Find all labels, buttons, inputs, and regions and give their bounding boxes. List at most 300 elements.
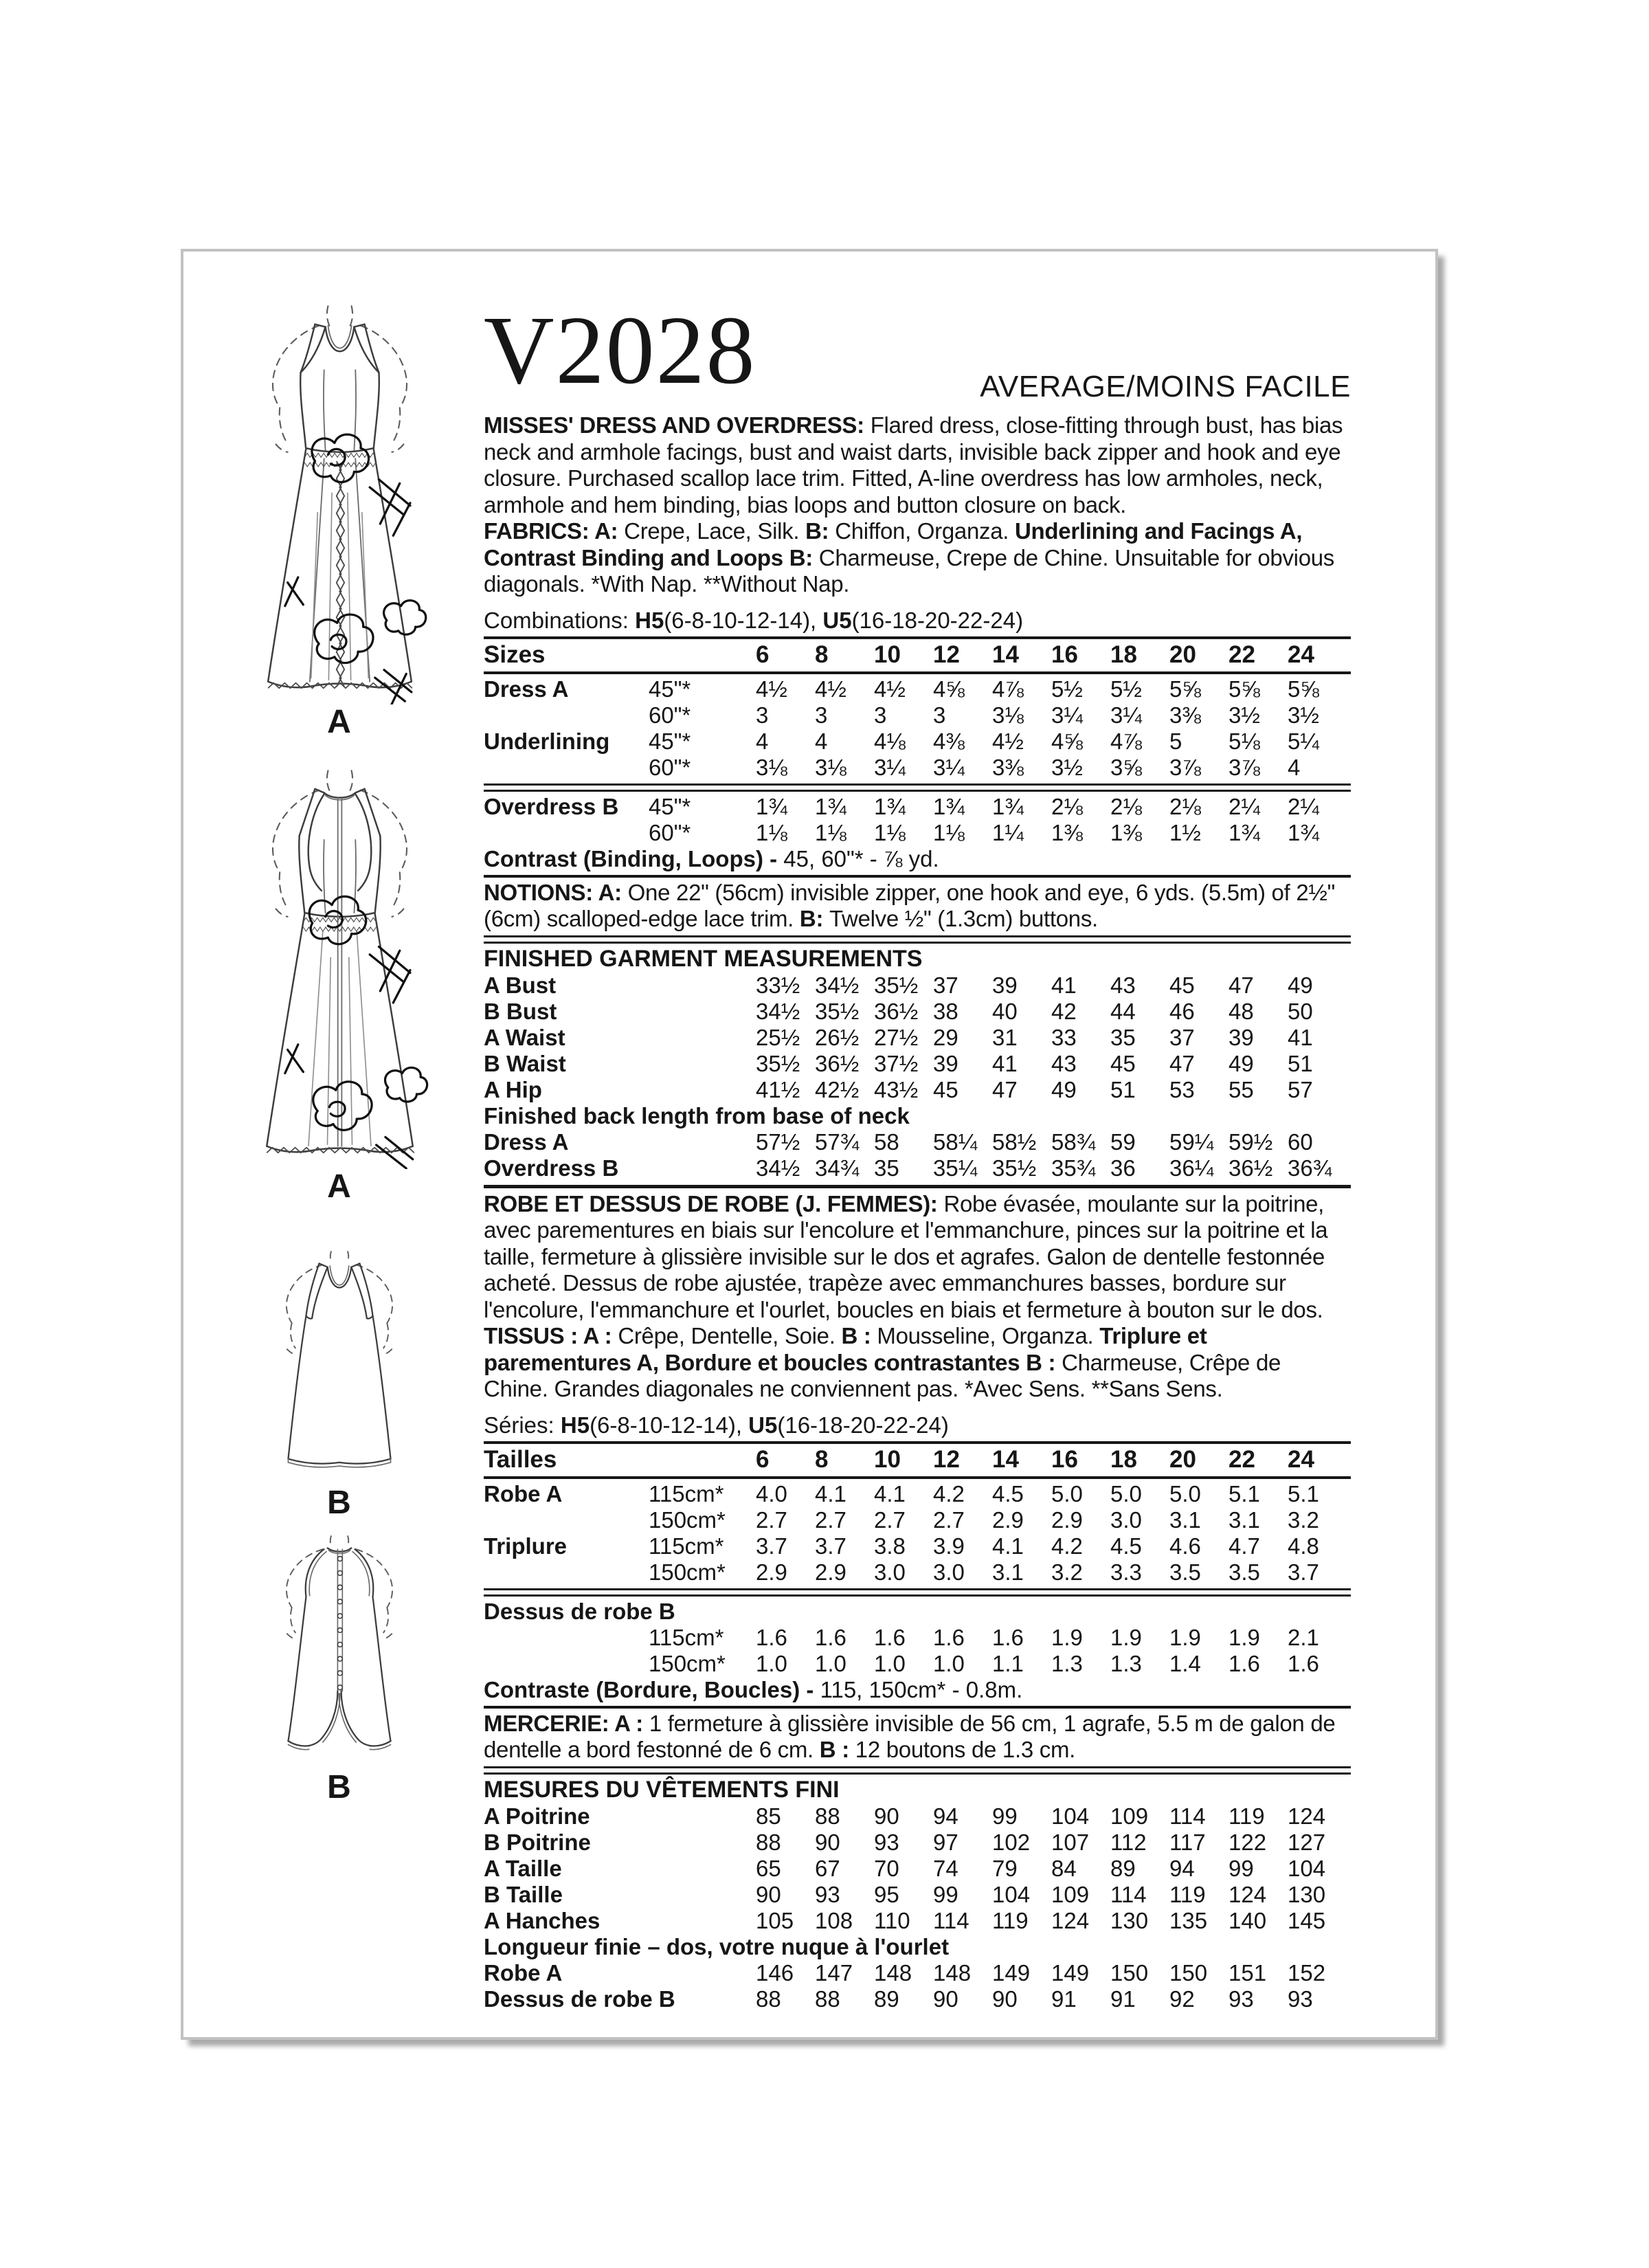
table-row <box>484 1803 1351 1830</box>
table-cell: 88 <box>756 1986 781 2012</box>
table-cell: 3 <box>933 702 946 728</box>
table-cell: 124 <box>1051 1907 1090 1933</box>
table-cell: 4⅝ <box>1051 728 1083 754</box>
table-cell: A Bust <box>484 972 557 998</box>
table-cell: 135 <box>1169 1907 1208 1933</box>
table-cell: 14 <box>992 1445 1019 1473</box>
table-cell: 51 <box>1288 1050 1313 1076</box>
table-cell: 18 <box>1110 1445 1137 1473</box>
table-cell: 60"* <box>649 819 691 845</box>
table-cell: 2¼ <box>1288 793 1319 819</box>
table-cell: 3⅝ <box>1110 754 1142 780</box>
table-cell: 97 <box>933 1829 958 1855</box>
table-cell: 1.6 <box>992 1624 1024 1650</box>
table-cell: 1¾ <box>874 793 906 819</box>
table-cell: 55 <box>1229 1076 1254 1102</box>
table-cell: 1⅛ <box>933 819 965 845</box>
table-cell: 37 <box>1169 1024 1195 1050</box>
table-row <box>484 702 1351 729</box>
table-cell: Robe A <box>484 1480 563 1507</box>
table-cell: 4 <box>1288 754 1301 780</box>
table-cell: 65 <box>756 1855 781 1881</box>
table-row <box>484 1830 1351 1856</box>
text-column <box>484 252 1351 2012</box>
table-header-row <box>484 641 1351 669</box>
lace-trim <box>267 918 414 1153</box>
table-cell: 1.0 <box>874 1650 906 1676</box>
table-cell: 1.0 <box>933 1650 965 1676</box>
table-cell: 93 <box>874 1829 899 1855</box>
table-cell: 3.0 <box>933 1559 965 1585</box>
table-rule <box>484 1588 1351 1597</box>
table-cell: 90 <box>756 1881 781 1907</box>
table-cell: 37½ <box>874 1050 919 1076</box>
table-cell: Robe A <box>484 1959 563 1986</box>
table-cell: 1¾ <box>992 793 1024 819</box>
table-cell: 29 <box>933 1024 958 1050</box>
table-cell: 5.0 <box>1110 1480 1142 1507</box>
table-cell: 41 <box>992 1050 1018 1076</box>
table-cell: 3.7 <box>1288 1559 1319 1585</box>
table-cell: A Poitrine <box>484 1803 590 1829</box>
figure-dress-a-back <box>219 761 460 1203</box>
table-cell: 4 <box>756 728 769 754</box>
table-cell: 1.9 <box>1051 1624 1083 1650</box>
table-cell: 45"* <box>649 793 691 819</box>
table-cell: 57 <box>1288 1076 1313 1102</box>
table-cell: 31 <box>992 1024 1018 1050</box>
table-cell: 88 <box>756 1829 781 1855</box>
table-cell: 112 <box>1110 1829 1147 1855</box>
table-cell: 93 <box>1288 1986 1313 2012</box>
table-cell: 1¾ <box>756 793 787 819</box>
table-cell: 45 <box>933 1076 958 1102</box>
pattern-number: V2028 <box>484 296 756 404</box>
table-cell: 1.6 <box>815 1624 846 1650</box>
table-cell: 49 <box>1051 1076 1077 1102</box>
finished-measurements-table <box>484 972 1351 1188</box>
table-cell: 3¼ <box>874 754 906 780</box>
table-cell: 8 <box>815 641 829 668</box>
table-cell: 8 <box>815 1445 829 1473</box>
body-hint-dashed <box>272 306 406 452</box>
table-cell: Dessus de robe B <box>484 1986 675 2012</box>
figure-label: A <box>327 704 352 740</box>
table-cell: 114 <box>1169 1803 1206 1829</box>
table-cell: 45"* <box>649 728 691 754</box>
table-cell: 35 <box>1110 1024 1136 1050</box>
table-cell: 3⅞ <box>1169 754 1201 780</box>
fabric-print-motifs <box>284 434 425 704</box>
description-english: MISSES' DRESS AND OVERDRESS: Flared dress, close-fitting through bust, has bias neck and armhole facings, bust and waist darts, invisible back zipper and hook and eye closure. Purchased scallop lace trim. Fitted, A-line overdress has low armholes, neck, armhole and hem binding, bias loops and button closure on back. <box>484 412 1343 518</box>
table-cell: 3.8 <box>874 1533 906 1559</box>
finished-measurements-heading: FINISHED GARMENT MEASUREMENTS <box>484 945 923 972</box>
table-cell: 1⅛ <box>815 819 846 845</box>
body-hint-dashed <box>272 770 406 917</box>
table-row <box>484 1481 1351 1507</box>
table-row <box>484 999 1351 1025</box>
table-cell: 3.7 <box>815 1533 846 1559</box>
table-cell: 5½ <box>1110 676 1142 702</box>
table-cell: 4½ <box>992 728 1024 754</box>
table-cell: 107 <box>1051 1829 1090 1855</box>
table-cell: 147 <box>815 1959 853 1986</box>
table-cell: 4.5 <box>1110 1533 1142 1559</box>
table-cell: 1.9 <box>1169 1624 1201 1650</box>
table-cell: 2.9 <box>756 1559 787 1585</box>
table-cell: 119 <box>1169 1881 1206 1907</box>
table-cell: 4⅛ <box>874 728 906 754</box>
table-cell: 2.9 <box>1051 1507 1083 1533</box>
table-cell: 2⅛ <box>1051 793 1083 819</box>
table-cell: 2.9 <box>992 1507 1024 1533</box>
table-cell: 90 <box>992 1986 1018 2012</box>
table-row <box>484 1908 1351 1934</box>
table-cell: B Waist <box>484 1050 566 1076</box>
table-cell: 4.0 <box>756 1480 787 1507</box>
table-cell: 3¼ <box>933 754 965 780</box>
overdress-b-back-drawing <box>250 1531 429 1770</box>
table-cell: 2⅛ <box>1169 793 1201 819</box>
table-cell: 3⅛ <box>992 702 1024 728</box>
table-section-label: Finished back length from base of neck <box>484 1102 910 1129</box>
table-cell: 3.2 <box>1051 1559 1083 1585</box>
table-cell: 59 <box>1110 1129 1136 1155</box>
table-row <box>484 1625 1351 1651</box>
table-cell: 105 <box>756 1907 794 1933</box>
table-cell: 3¼ <box>1110 702 1142 728</box>
table-section-label: Dessus de robe B <box>484 1598 675 1624</box>
table-cell: 22 <box>1229 641 1255 668</box>
table-cell: 5¼ <box>1288 728 1319 754</box>
table-rule <box>484 1706 1351 1709</box>
table-cell: Underlining <box>484 728 610 754</box>
table-cell: 1⅛ <box>756 819 787 845</box>
figure-label: B <box>327 1769 352 1805</box>
table-cell: 35½ <box>756 1050 800 1076</box>
table-cell: 46 <box>1169 998 1195 1024</box>
table-cell: 58¼ <box>933 1129 978 1155</box>
table-row <box>484 794 1351 820</box>
table-cell: 1⅛ <box>874 819 906 845</box>
difficulty-rating: AVERAGE/MOINS FACILE <box>980 370 1351 403</box>
table-cell: 1.6 <box>1229 1650 1260 1676</box>
figure-overdress-b-back <box>219 1531 460 1804</box>
table-cell <box>484 1507 649 1533</box>
table-cell: B Poitrine <box>484 1829 591 1855</box>
table-cell: 115cm* <box>649 1624 724 1650</box>
table-cell: 36¼ <box>1169 1155 1214 1181</box>
table-cell: 5⅛ <box>1229 728 1260 754</box>
mercerie-paragraph: MERCERIE: A : 1 fermeture à glissière invisible de 56 cm, 1 agrafe, 5.5 m de galon de dentelle a bord festonné de 6 cm. B : 12 boutons de 1.3 cm. <box>484 1710 1336 1762</box>
table-row <box>484 1025 1351 1051</box>
table-cell: 47 <box>1229 972 1254 998</box>
table-cell: 1⅜ <box>1051 819 1083 845</box>
table-cell: 53 <box>1169 1076 1195 1102</box>
table-cell: 38 <box>933 998 958 1024</box>
table-rule <box>484 636 1351 639</box>
table-cell: 3.1 <box>1169 1507 1201 1533</box>
table-row <box>484 1960 1351 1986</box>
table-cell: 33 <box>1051 1024 1077 1050</box>
table-cell: 16 <box>1051 641 1078 668</box>
table-cell: Dress A <box>484 1129 569 1155</box>
table-cell: 84 <box>1051 1855 1077 1881</box>
figure-label: B <box>327 1485 352 1521</box>
figure-label: A <box>327 1168 352 1205</box>
table-cell: 1.0 <box>756 1650 787 1676</box>
table-cell: A Taille <box>484 1855 562 1881</box>
table-cell: 85 <box>756 1803 781 1829</box>
table-cell: 4.1 <box>815 1480 846 1507</box>
figure-dress-a-front <box>219 297 460 739</box>
figure-overdress-b-front <box>219 1247 460 1520</box>
table-cell: 4 <box>815 728 828 754</box>
overdress-outline <box>288 1263 390 1467</box>
table-cell: A Waist <box>484 1024 565 1050</box>
table-cell: 92 <box>1169 1986 1195 2012</box>
table-row <box>484 1051 1351 1077</box>
table-cell <box>484 702 649 729</box>
table-cell: 114 <box>1110 1881 1147 1907</box>
table-cell: 4⅝ <box>933 676 965 702</box>
table-cell <box>484 755 649 781</box>
table-cell: 48 <box>1229 998 1254 1024</box>
table-cell: 35¾ <box>1051 1155 1096 1181</box>
table-cell: 150cm* <box>649 1650 726 1676</box>
table-cell: 18 <box>1110 641 1137 668</box>
table-cell: 51 <box>1110 1076 1136 1102</box>
table-cell: 42½ <box>815 1076 860 1102</box>
table-cell: 45"* <box>649 676 691 702</box>
table-cell: 44 <box>1110 998 1136 1024</box>
table-cell: 104 <box>1051 1803 1090 1829</box>
table-cell: 43½ <box>874 1076 919 1102</box>
table-cell: 4.2 <box>933 1480 965 1507</box>
table-cell: 5.1 <box>1229 1480 1260 1507</box>
table-cell: Triplure <box>484 1533 568 1559</box>
table-cell: 57½ <box>756 1129 800 1155</box>
table-cell: 35½ <box>815 998 860 1024</box>
table-cell: 110 <box>874 1907 910 1933</box>
table-row <box>484 1559 1351 1586</box>
table-cell: 151 <box>1229 1959 1267 1986</box>
table-row <box>484 729 1351 755</box>
table-cell: 3.2 <box>1288 1507 1319 1533</box>
combinations-line: Combinations: H5(6-8-10-12-14), U5(16-18-20-22-24) <box>484 607 1024 633</box>
table-cell: 93 <box>1229 1986 1254 2012</box>
table-cell: 146 <box>756 1959 794 1986</box>
table-cell: 79 <box>992 1855 1018 1881</box>
table-cell: 2.7 <box>756 1507 787 1533</box>
table-cell: 3⅜ <box>1169 702 1201 728</box>
table-cell: 119 <box>1229 1803 1265 1829</box>
table-cell: 90 <box>874 1803 899 1829</box>
table-cell: 37 <box>933 972 958 998</box>
table-cell: 127 <box>1288 1829 1326 1855</box>
table-cell: 99 <box>933 1881 958 1907</box>
table-cell: 3.0 <box>874 1559 906 1585</box>
table-cell: 102 <box>992 1829 1031 1855</box>
table-cell: 2.7 <box>815 1507 846 1533</box>
table-row <box>484 1129 1351 1155</box>
table-row <box>484 755 1351 781</box>
table-cell: 36 <box>1110 1155 1136 1181</box>
table-rule <box>484 935 1351 944</box>
table-cell: 24 <box>1288 641 1314 668</box>
table-cell: 4⅜ <box>933 728 965 754</box>
table-cell: 6 <box>756 1445 770 1473</box>
table-cell: 1.6 <box>874 1624 906 1650</box>
table-cell: 39 <box>1229 1024 1254 1050</box>
table-cell: 4.7 <box>1229 1533 1260 1559</box>
table-cell: 58½ <box>992 1129 1037 1155</box>
table-cell: 45 <box>1110 1050 1136 1076</box>
table-cell: 109 <box>1051 1881 1090 1907</box>
table-cell: 94 <box>1169 1855 1195 1881</box>
table-rule <box>484 1766 1351 1775</box>
table-cell: 59½ <box>1229 1129 1273 1155</box>
table-cell: 34½ <box>815 972 860 998</box>
table-cell: 114 <box>933 1907 969 1933</box>
table-cell: 10 <box>874 1445 901 1473</box>
table-cell: 1.3 <box>1051 1650 1083 1676</box>
notions-paragraph: NOTIONS: A: One 22" (56cm) invisible zipper, one hook and eye, 6 yds. (5.5m) of 2½" (6cm) scalloped-edge lace trim. B: Twelve ½" (1.3cm) buttons. <box>484 879 1336 931</box>
table-cell: 3⅛ <box>815 754 846 780</box>
table-cell: 74 <box>933 1855 958 1881</box>
table-cell: 60"* <box>649 702 691 728</box>
table-cell: 20 <box>1169 641 1196 668</box>
table-cell: 104 <box>1288 1855 1326 1881</box>
table-cell: Overdress B <box>484 1155 619 1181</box>
table-cell: 3.1 <box>1229 1507 1260 1533</box>
table-cell: 4½ <box>756 676 787 702</box>
table-cell: Tailles <box>484 1445 557 1473</box>
table-cell: 1¼ <box>992 819 1024 845</box>
table-cell: B Bust <box>484 998 557 1024</box>
table-cell: 4.2 <box>1051 1533 1083 1559</box>
table-cell: 115cm* <box>649 1533 724 1559</box>
table-cell: 109 <box>1110 1803 1149 1829</box>
table-row <box>484 676 1351 702</box>
table-cell: 49 <box>1288 972 1313 998</box>
table-cell: 1¾ <box>1229 819 1260 845</box>
table-cell: 3⅞ <box>1229 754 1260 780</box>
table-cell: 150 <box>1110 1959 1149 1986</box>
table-cell: 3⅛ <box>756 754 787 780</box>
table-cell: 99 <box>1229 1855 1254 1881</box>
table-cell: B Taille <box>484 1881 563 1907</box>
table-cell: 148 <box>933 1959 972 1986</box>
table-cell: 1.9 <box>1110 1624 1142 1650</box>
table-cell: 4⅞ <box>992 676 1024 702</box>
table-cell: 3.5 <box>1229 1559 1260 1585</box>
table-row <box>484 1856 1351 1882</box>
series-line: Séries: H5(6-8-10-12-14), U5(16-18-20-22-24) <box>484 1412 949 1438</box>
table-rule <box>484 875 1351 878</box>
table-cell: 4.6 <box>1169 1533 1201 1559</box>
table-row <box>484 820 1351 846</box>
table-cell: A Hip <box>484 1076 542 1102</box>
table-cell: 4.1 <box>874 1480 906 1507</box>
description-french: ROBE ET DESSUS DE ROBE (J. FEMMES): Robe évasée, moulante sur la poitrine, avec parementures en biais sur l'encolure et l'emmanchure, pinces sur la poitrine et la taille, fermeture à glissière invisible sur le dos et agrafes. Galon de dentelle festonnée acheté. Dessus de robe ajustée, trapèze avec emmanchures basses, bordure sur l'encolure, l'emmanchure et l'ourlet, boucles en biais et fermeture à bouton sur le dos. <box>484 1190 1328 1322</box>
table-cell: 41½ <box>756 1076 800 1102</box>
table-cell: 3 <box>874 702 887 728</box>
tissus-french: TISSUS : A : Crêpe, Dentelle, Soie. B : Mousseline, Organza. Triplure et parementures A, Bordure et boucles contrastantes B : Charmeuse, Crêpe de Chine. Grandes diagonales ne conviennent pas. *Avec Sens. **Sans Sens. <box>484 1323 1281 1401</box>
table-cell: 1.0 <box>815 1650 846 1676</box>
table-cell: 5.0 <box>1169 1480 1201 1507</box>
table-cell: 124 <box>1229 1881 1267 1907</box>
table-cell: 25½ <box>756 1024 800 1050</box>
table-cell: 3.0 <box>1110 1507 1142 1533</box>
table-cell: 88 <box>815 1803 840 1829</box>
table-cell <box>484 1625 649 1651</box>
table-cell: 16 <box>1051 1445 1078 1473</box>
table-cell: 59¼ <box>1169 1129 1214 1155</box>
table-cell: 104 <box>992 1881 1031 1907</box>
table-cell: 2.9 <box>815 1559 846 1585</box>
table-rule <box>484 1185 1351 1188</box>
overdress-outline <box>288 1548 390 1749</box>
table-cell: 5 <box>1169 728 1182 754</box>
table-cell: 89 <box>874 1986 899 2012</box>
overdress-b-front-drawing <box>250 1247 429 1485</box>
table-header-row <box>484 1446 1351 1474</box>
table-cell: 33½ <box>756 972 800 998</box>
table-cell: 4⅞ <box>1110 728 1142 754</box>
table-cell: A Hanches <box>484 1907 601 1933</box>
table-cell: 1½ <box>1169 819 1201 845</box>
pattern-envelope-back-page <box>181 249 1438 2040</box>
table-cell: 130 <box>1288 1881 1326 1907</box>
table-cell: 149 <box>1051 1959 1090 1986</box>
table-cell: 2⅛ <box>1110 793 1142 819</box>
table-cell: 12 <box>933 641 960 668</box>
table-cell: 2.7 <box>933 1507 965 1533</box>
sizes-yardage-table <box>484 636 1351 878</box>
table-cell: 2¼ <box>1229 793 1260 819</box>
table-cell: 1.6 <box>933 1624 965 1650</box>
table-row <box>484 1651 1351 1677</box>
table-cell: Dress A <box>484 676 569 702</box>
table-cell: 67 <box>815 1855 840 1881</box>
dress-a-back-drawing <box>242 761 438 1169</box>
table-cell: 1⅜ <box>1110 819 1142 845</box>
table-cell: 3⅜ <box>992 754 1024 780</box>
table-cell: 95 <box>874 1881 899 1907</box>
table-cell: 122 <box>1229 1829 1267 1855</box>
table-cell: 40 <box>992 998 1018 1024</box>
table-cell: 43 <box>1110 972 1136 998</box>
table-cell: 93 <box>815 1881 840 1907</box>
table-cell: 91 <box>1110 1986 1136 2012</box>
table-cell: 36½ <box>815 1050 860 1076</box>
table-cell: 6 <box>756 641 770 668</box>
table-cell: 91 <box>1051 1986 1077 2012</box>
table-cell: 58¾ <box>1051 1129 1096 1155</box>
table-cell: 124 <box>1288 1803 1326 1829</box>
table-cell: 1¾ <box>933 793 965 819</box>
table-cell: 47 <box>992 1076 1018 1102</box>
table-rule <box>484 1476 1351 1479</box>
table-rule <box>484 671 1351 674</box>
table-cell: 90 <box>815 1829 840 1855</box>
table-cell: 4.8 <box>1288 1533 1319 1559</box>
table-cell: 41 <box>1288 1024 1313 1050</box>
table-cell: 49 <box>1229 1050 1254 1076</box>
table-cell: 3½ <box>1288 702 1319 728</box>
table-cell: 3.1 <box>992 1559 1024 1585</box>
